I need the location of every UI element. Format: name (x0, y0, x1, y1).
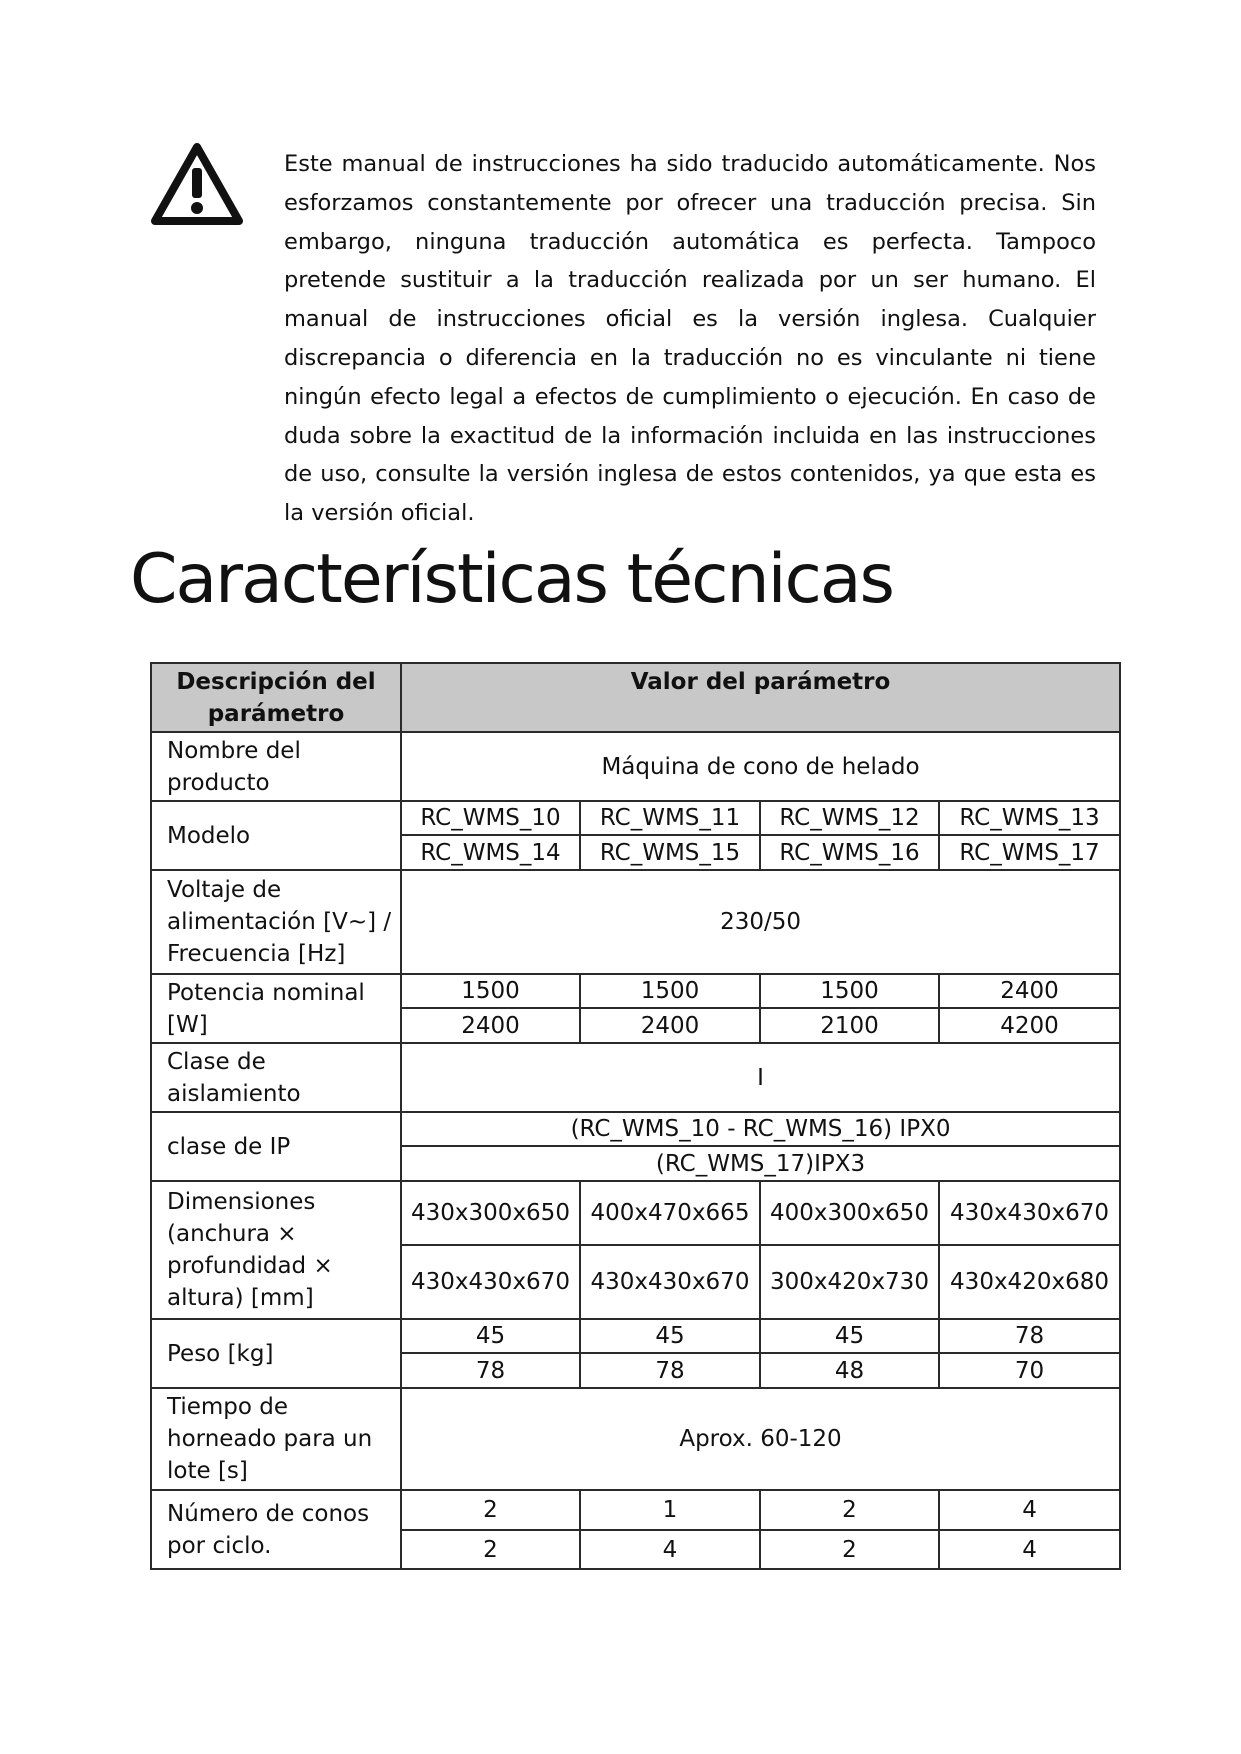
translation-notice: Este manual de instrucciones ha sido traducido automáticamente. Nos esforzamos constantemente por ofrecer una traducción precisa. Sin embargo, ninguna traducción automática es perfecta. Tampoco pretende sustituir a la traducción realizada por un ser humano. El manual de instrucciones oficial es la versión inglesa. Cualquier discrepancia o diferencia en la traducción no es vinculante ni tiene ningún efecto legal a efectos de cumplimiento o ejecución. En caso de duda sobre la exactitud de la información incluida en las instrucciones de uso, consulte la versión inglesa de estos contenidos, ya que esta es la versión oficial. (284, 151, 1096, 527)
row-label-voltage: Voltaje de alimentación [V~] / Frecuencia [Hz] (151, 870, 401, 974)
weight-cell: 78 (580, 1353, 760, 1388)
insulation-value: I (401, 1043, 1120, 1112)
cones-cell: 1 (580, 1490, 760, 1530)
table-row (151, 1043, 1120, 1112)
row-label-ip-class: clase de IP (151, 1112, 401, 1181)
row-label-cones: Número de conos por ciclo. (151, 1490, 401, 1569)
cones-cell: 4 (939, 1530, 1120, 1569)
cones-cell: 4 (580, 1530, 760, 1569)
table-row (151, 870, 1120, 974)
table-row (151, 732, 1120, 801)
model-cell: RC_WMS_16 (760, 835, 939, 870)
row-label-power: Potencia nominal [W] (151, 974, 401, 1043)
table-row (151, 801, 1120, 835)
baking-time-value: Aprox. 60-120 (401, 1388, 1120, 1490)
row-label-model: Modelo (151, 801, 401, 870)
row-label-product-name: Nombre del producto (151, 732, 401, 801)
model-cell: RC_WMS_11 (580, 801, 760, 835)
model-cell: RC_WMS_13 (939, 801, 1120, 835)
table-row (151, 974, 1120, 1008)
dimensions-cell: 430x420x680 (939, 1245, 1120, 1319)
weight-cell: 78 (401, 1353, 580, 1388)
power-cell: 1500 (760, 974, 939, 1008)
ip-class-value: (RC_WMS_17)IPX3 (401, 1146, 1120, 1181)
power-cell: 1500 (401, 974, 580, 1008)
dimensions-cell: 430x430x670 (580, 1245, 760, 1319)
cones-cell: 2 (401, 1530, 580, 1569)
weight-cell: 78 (939, 1319, 1120, 1353)
cones-cell: 2 (401, 1490, 580, 1530)
row-label-weight: Peso [kg] (151, 1319, 401, 1388)
model-cell: RC_WMS_14 (401, 835, 580, 870)
page-title: Características técnicas (130, 540, 893, 619)
table-row (151, 1490, 1120, 1530)
dimensions-cell: 300x420x730 (760, 1245, 939, 1319)
row-label-baking-time: Tiempo de horneado para un lote [s] (151, 1388, 401, 1490)
weight-cell: 45 (760, 1319, 939, 1353)
warning-triangle-icon (150, 142, 244, 226)
header-value: Valor del parámetro (401, 663, 1120, 732)
ip-class-value: (RC_WMS_10 - RC_WMS_16) IPX0 (401, 1112, 1120, 1146)
table-row (151, 1181, 1120, 1245)
model-cell: RC_WMS_15 (580, 835, 760, 870)
power-cell: 2400 (939, 974, 1120, 1008)
model-cell: RC_WMS_17 (939, 835, 1120, 870)
power-cell: 4200 (939, 1008, 1120, 1043)
model-cell: RC_WMS_12 (760, 801, 939, 835)
voltage-value: 230/50 (401, 870, 1120, 974)
weight-cell: 48 (760, 1353, 939, 1388)
technical-specs-table (150, 662, 1121, 1570)
weight-cell: 45 (580, 1319, 760, 1353)
product-name-value: Máquina de cono de helado (401, 732, 1120, 801)
cones-cell: 4 (939, 1490, 1120, 1530)
power-cell: 2400 (580, 1008, 760, 1043)
cones-cell: 2 (760, 1530, 939, 1569)
weight-cell: 45 (401, 1319, 580, 1353)
power-cell: 2400 (401, 1008, 580, 1043)
dimensions-cell: 400x470x665 (580, 1181, 760, 1245)
weight-cell: 70 (939, 1353, 1120, 1388)
row-label-insulation: Clase de aislamiento (151, 1043, 401, 1112)
dimensions-cell: 430x300x650 (401, 1181, 580, 1245)
cones-cell: 2 (760, 1490, 939, 1530)
dimensions-cell: 430x430x670 (401, 1245, 580, 1319)
table-header-row (151, 663, 1120, 732)
dimensions-cell: 430x430x670 (939, 1181, 1120, 1245)
model-cell: RC_WMS_10 (401, 801, 580, 835)
power-cell: 2100 (760, 1008, 939, 1043)
table-row (151, 1388, 1120, 1490)
header-description: Descripción del parámetro (151, 663, 401, 732)
dimensions-cell: 400x300x650 (760, 1181, 939, 1245)
table-row (151, 1112, 1120, 1146)
table-row (151, 1319, 1120, 1353)
power-cell: 1500 (580, 974, 760, 1008)
row-label-dimensions: Dimensiones (anchura × profundidad × altura) [mm] (151, 1181, 401, 1319)
